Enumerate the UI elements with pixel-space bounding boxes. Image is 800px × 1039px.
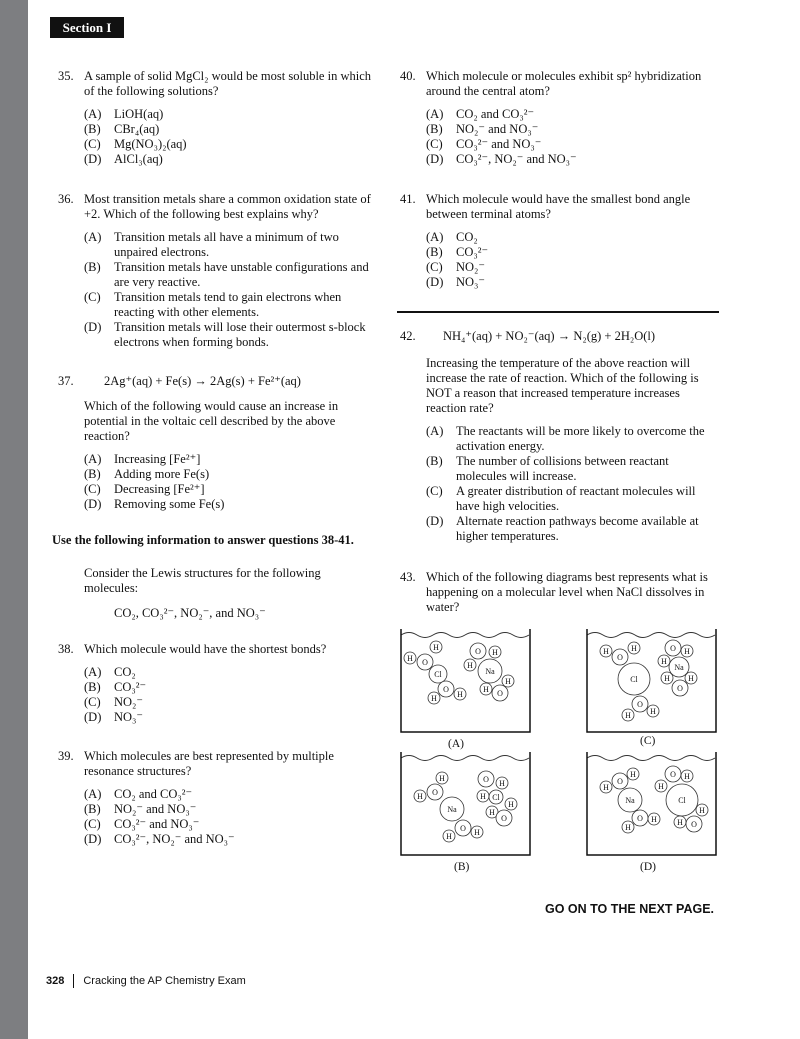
- h-atom: H: [446, 832, 452, 841]
- h-atom: H: [417, 792, 423, 801]
- option-a[interactable]: [426, 230, 718, 245]
- h-atom: H: [431, 694, 437, 703]
- options: [84, 787, 376, 847]
- h-atom: H: [433, 643, 439, 652]
- o-atom: O: [691, 820, 697, 829]
- page-footer: [46, 974, 246, 988]
- option-text: NO₃⁻: [114, 710, 144, 724]
- option-c[interactable]: [426, 137, 718, 152]
- h-atom: H: [650, 707, 656, 716]
- na-atom: Na: [674, 663, 684, 672]
- options: [426, 107, 718, 167]
- option-letter: (C): [84, 482, 101, 496]
- cl-atom: Cl: [630, 675, 638, 684]
- option-d[interactable]: [84, 832, 376, 847]
- beaker-d-svg: [584, 748, 719, 858]
- question-37: [58, 374, 376, 512]
- option-a[interactable]: [426, 107, 718, 122]
- h-atom: H: [651, 815, 657, 824]
- option-letter: (D): [84, 710, 102, 724]
- question-number: 41.: [400, 192, 416, 206]
- option-letter: (C): [426, 260, 443, 274]
- option-d[interactable]: [426, 275, 718, 290]
- h-atom: H: [492, 648, 498, 657]
- option-a[interactable]: [84, 452, 376, 467]
- option-text: NO₂⁻ and NO₃⁻: [456, 122, 539, 136]
- h-atom: H: [688, 674, 694, 683]
- diagram-label-a: (A): [448, 738, 464, 750]
- question-number: 38.: [58, 642, 74, 656]
- cl-atom: Cl: [434, 670, 442, 679]
- option-text: Increasing [Fe²⁺]: [114, 452, 201, 466]
- option-a[interactable]: [426, 424, 718, 454]
- option-letter: (A): [84, 787, 102, 801]
- option-a[interactable]: [84, 665, 326, 680]
- option-d[interactable]: [84, 320, 376, 350]
- option-text: CO₃²⁻: [456, 245, 489, 259]
- question-stem: Which of the following would cause an increase in potential in the voltaic cell described by the above reaction?: [84, 399, 339, 443]
- h-atom: H: [684, 647, 690, 656]
- h-atom: H: [699, 806, 705, 815]
- option-letter: (C): [84, 290, 101, 304]
- beaker-diagram-b[interactable]: [398, 748, 533, 863]
- beaker-diagram-d[interactable]: [584, 748, 719, 863]
- option-text: NO₂⁻: [114, 695, 144, 709]
- column-divider: [397, 311, 719, 313]
- option-b[interactable]: [84, 260, 376, 290]
- question-stem: Which molecule would have the smallest bond angle between terminal atoms?: [426, 192, 691, 221]
- lewis-molecules: CO₂, CO₃²⁻, NO₂⁻, and NO₃⁻: [114, 606, 266, 620]
- options: [84, 665, 326, 725]
- option-c[interactable]: [84, 290, 376, 320]
- o-atom: O: [637, 814, 643, 823]
- option-text: CO₃²⁻: [114, 680, 147, 694]
- option-text: Removing some Fe(s): [114, 497, 225, 511]
- option-b[interactable]: [84, 680, 326, 695]
- option-a[interactable]: [84, 787, 376, 802]
- question-35: [58, 69, 376, 167]
- question-stem: A sample of solid MgCl₂ would be most soluble in which of the following solutions?: [84, 69, 371, 98]
- question-number: 42.: [400, 329, 416, 343]
- option-c[interactable]: [84, 482, 376, 497]
- o-atom: O: [677, 684, 683, 693]
- o-atom: O: [483, 775, 489, 784]
- option-letter: (C): [426, 137, 443, 151]
- option-text: CO₃²⁻, NO₂⁻ and NO₃⁻: [456, 152, 577, 166]
- option-text: Mg(NO₃)₂(aq): [114, 137, 187, 151]
- option-b[interactable]: [426, 245, 718, 260]
- h-atom: H: [508, 800, 514, 809]
- h-atom: H: [603, 783, 609, 792]
- option-text: CBr₄(aq): [114, 122, 160, 136]
- option-text: CO₃²⁻ and NO₃⁻: [456, 137, 542, 151]
- option-text: CO₂ and CO₃²⁻: [114, 787, 193, 801]
- option-letter: (D): [426, 275, 444, 289]
- o-atom: O: [617, 653, 623, 662]
- option-text: Transition metals tend to gain electrons when reacting with other elements.: [114, 290, 342, 319]
- option-text: CO₂: [456, 230, 478, 244]
- cl-atom: Cl: [492, 793, 500, 802]
- question-stem: Which molecule or molecules exhibit sp² hybridization around the central atom?: [426, 69, 702, 98]
- option-text: NO₂⁻ and NO₃⁻: [114, 802, 197, 816]
- option-text: Transition metals all have a minimum of two unpaired electrons.: [114, 230, 339, 259]
- beaker-a-svg: [398, 625, 533, 735]
- o-atom: O: [475, 647, 481, 656]
- h-atom: H: [505, 677, 511, 686]
- lewis-intro: Consider the Lewis structures for the following molecules:: [84, 566, 321, 595]
- question-stem: Increasing the temperature of the above reaction will increase the rate of reaction. Which of the following is NOT a reason that increased temperature increases reaction rate?: [426, 356, 699, 415]
- info-instruction: Use the following information to answer questions 38-41.: [52, 533, 354, 547]
- option-b[interactable]: [84, 802, 376, 817]
- option-a[interactable]: [84, 230, 376, 260]
- option-b[interactable]: [84, 467, 376, 482]
- options: [84, 107, 376, 167]
- reaction-equation: 2Ag⁺(aq) + Fe(s) → 2Ag(s) + Fe²⁺(aq): [104, 374, 301, 388]
- option-letter: (D): [84, 832, 102, 846]
- question-41: [400, 192, 718, 290]
- option-text: CO₃²⁻, NO₂⁻ and NO₃⁻: [114, 832, 235, 846]
- question-stem: Which molecule would have the shortest bonds?: [84, 642, 327, 656]
- h-atom: H: [625, 711, 631, 720]
- question-stem: Most transition metals share a common oxidation state of +2. Which of the following best explains why?: [84, 192, 371, 221]
- option-text: Alternate reaction pathways become available at higher temperatures.: [456, 514, 699, 543]
- option-letter: (D): [84, 152, 102, 166]
- h-atom: H: [457, 690, 463, 699]
- option-letter: (D): [426, 152, 444, 166]
- page-number: 328: [46, 975, 65, 987]
- option-c[interactable]: [426, 484, 718, 514]
- h-atom: H: [664, 674, 670, 683]
- question-43: [400, 570, 718, 615]
- h-atom: H: [684, 772, 690, 781]
- lewis-info: [84, 566, 334, 621]
- h-atom: H: [407, 654, 413, 663]
- page-sidebar: [0, 0, 28, 1039]
- option-letter: (D): [84, 497, 102, 511]
- h-atom: H: [474, 828, 480, 837]
- option-d[interactable]: [426, 514, 718, 544]
- option-text: CO₂ and CO₃²⁻: [456, 107, 535, 121]
- question-number: 39.: [58, 749, 74, 763]
- book-title: Cracking the AP Chemistry Exam: [83, 975, 246, 987]
- option-text: NO₃⁻: [456, 275, 486, 289]
- o-atom: O: [501, 814, 507, 823]
- question-39: [58, 749, 376, 847]
- h-atom: H: [677, 818, 683, 827]
- option-text: The reactants will be more likely to overcome the activation energy.: [456, 424, 705, 453]
- options: [84, 452, 376, 512]
- option-text: Decreasing [Fe²⁺]: [114, 482, 205, 496]
- option-text: Transition metals will lose their outermost s-block electrons when forming bonds.: [114, 320, 366, 349]
- cl-atom: Cl: [678, 796, 686, 805]
- h-atom: H: [661, 657, 667, 666]
- question-number: 43.: [400, 570, 416, 584]
- option-text: LiOH(aq): [114, 107, 164, 121]
- option-letter: (B): [84, 802, 101, 816]
- option-a[interactable]: [84, 107, 376, 122]
- o-atom: O: [617, 777, 623, 786]
- na-atom: Na: [447, 805, 457, 814]
- beaker-diagram-a[interactable]: [398, 625, 533, 740]
- o-atom: O: [670, 770, 676, 779]
- option-text: A greater distribution of reactant molecules will have high velocities.: [456, 484, 696, 513]
- h-atom: H: [489, 808, 495, 817]
- option-b[interactable]: [426, 454, 718, 484]
- o-atom: O: [497, 689, 503, 698]
- diagram-label-d: (D): [640, 861, 656, 873]
- option-letter: (B): [84, 680, 101, 694]
- option-d[interactable]: [84, 497, 376, 512]
- h-atom: H: [439, 774, 445, 783]
- beaker-c-svg: [584, 625, 719, 735]
- h-atom: H: [467, 661, 473, 670]
- option-letter: (A): [84, 452, 102, 466]
- o-atom: O: [637, 700, 643, 709]
- question-stem: Which of the following diagrams best represents what is happening on a molecular level when NaCl dissolves in water?: [426, 570, 708, 614]
- option-letter: (A): [426, 230, 444, 244]
- beaker-diagram-c[interactable]: [584, 625, 719, 740]
- option-letter: (C): [84, 817, 101, 831]
- beaker-b-svg: [398, 748, 533, 858]
- reaction-equation: NH₄⁺(aq) + NO₂⁻(aq) → N₂(g) + 2H₂O(l): [443, 329, 656, 343]
- option-text: NO₂⁻: [456, 260, 486, 274]
- h-atom: H: [658, 782, 664, 791]
- question-36: [58, 192, 376, 350]
- option-c[interactable]: [426, 260, 718, 275]
- option-c[interactable]: [84, 817, 376, 832]
- question-42: [400, 329, 718, 544]
- options: [426, 230, 718, 290]
- option-d[interactable]: [426, 152, 718, 167]
- h-atom: H: [480, 792, 486, 801]
- option-letter: (B): [426, 245, 443, 259]
- question-number: 37.: [58, 374, 74, 388]
- option-letter: (D): [426, 514, 444, 528]
- question-number: 40.: [400, 69, 416, 83]
- option-letter: (D): [84, 320, 102, 334]
- option-text: Adding more Fe(s): [114, 467, 210, 481]
- h-atom: H: [499, 779, 505, 788]
- h-atom: H: [631, 644, 637, 653]
- option-c[interactable]: [84, 695, 326, 710]
- na-atom: Na: [485, 667, 495, 676]
- question-number: 35.: [58, 69, 74, 83]
- option-c[interactable]: [84, 137, 376, 152]
- option-letter: (A): [426, 424, 444, 438]
- option-text: CO₃²⁻ and NO₃⁻: [114, 817, 200, 831]
- question-stem: Which molecules are best represented by multiple resonance structures?: [84, 749, 334, 778]
- options: [84, 230, 376, 350]
- o-atom: O: [670, 644, 676, 653]
- option-letter: (C): [426, 484, 443, 498]
- option-letter: (B): [84, 467, 101, 481]
- option-letter: (B): [84, 122, 101, 136]
- options: [426, 424, 718, 544]
- option-b[interactable]: [426, 122, 718, 137]
- o-atom: O: [422, 658, 428, 667]
- footer-divider: [73, 974, 74, 988]
- option-letter: (A): [84, 230, 102, 244]
- question-40: [400, 69, 718, 167]
- h-atom: H: [625, 823, 631, 832]
- h-atom: H: [630, 770, 636, 779]
- option-letter: (A): [426, 107, 444, 121]
- option-letter: (C): [84, 137, 101, 151]
- o-atom: O: [443, 685, 449, 694]
- option-letter: (C): [84, 695, 101, 709]
- na-atom: Na: [625, 796, 635, 805]
- option-letter: (B): [84, 260, 101, 274]
- option-letter: (A): [84, 107, 102, 121]
- option-text: AlCl₃(aq): [114, 152, 163, 166]
- o-atom: O: [432, 788, 438, 797]
- option-text: The number of collisions between reactant molecules will increase.: [456, 454, 669, 483]
- h-atom: H: [603, 647, 609, 656]
- option-text: CO₂: [114, 665, 136, 679]
- option-letter: (B): [426, 122, 443, 136]
- question-number: 36.: [58, 192, 74, 206]
- section-tab: Section I: [50, 17, 124, 38]
- option-letter: (A): [84, 665, 102, 679]
- question-38: [58, 642, 326, 725]
- diagram-label-c: (C): [640, 735, 656, 747]
- option-text: Transition metals have unstable configurations and are very reactive.: [114, 260, 369, 289]
- option-d[interactable]: [84, 152, 376, 167]
- option-d[interactable]: [84, 710, 326, 725]
- o-atom: O: [460, 824, 466, 833]
- option-letter: (B): [426, 454, 443, 468]
- h-atom: H: [483, 685, 489, 694]
- go-on-notice: GO ON TO THE NEXT PAGE.: [545, 902, 715, 916]
- diagram-label-b: (B): [454, 861, 470, 873]
- option-b[interactable]: [84, 122, 376, 137]
